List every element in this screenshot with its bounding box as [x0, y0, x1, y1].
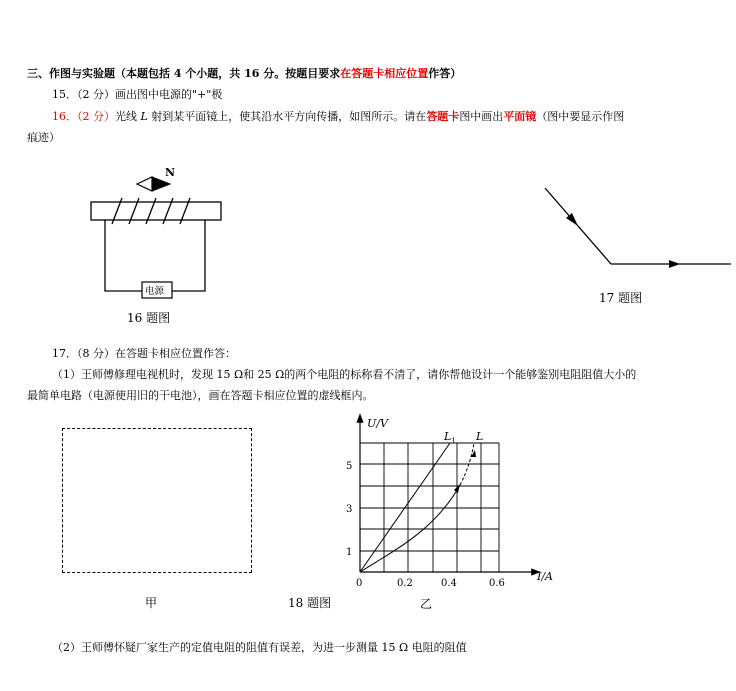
- curve-l-label: L: [476, 430, 484, 443]
- figure-18-caption-left: 甲: [145, 596, 158, 610]
- reflected-ray-arrow-icon: [669, 260, 680, 268]
- y-axis-label: U/V: [367, 417, 388, 430]
- question-17: [52, 347, 236, 361]
- q16-highlight-b: 平面镜: [503, 110, 537, 123]
- y-tick-label: 5: [346, 461, 353, 472]
- figure-16-caption: 16 题图: [127, 311, 171, 325]
- section-heading: [27, 67, 461, 81]
- curve-l1: [360, 443, 450, 572]
- figure-18-graph: [340, 410, 570, 610]
- q15-points: （2 分）: [77, 88, 115, 101]
- q17-part1-line2: 最简单电路（电源使用旧的干电池），画在答题卡相应位置的虚线框内。: [27, 389, 374, 402]
- q17-part2: （2）王师傅怀疑厂家生产的定值电阻的阻值有误差，为进一步测量 15 Ω 电阻的阻值: [52, 641, 467, 654]
- q16-text-a: 光线: [115, 110, 141, 123]
- q16-number: 16．: [52, 110, 77, 123]
- light-ray: [545, 188, 731, 264]
- question-15: [52, 88, 222, 102]
- figure-16: [80, 160, 280, 325]
- question-16: [52, 110, 624, 124]
- curve-l1-subscript: 1: [451, 437, 456, 445]
- section-heading-end: 作答）: [428, 67, 462, 80]
- section-heading-text: 三、作图与实验题（本题包括 4 个小题，共 16 分。按题目要求: [27, 67, 341, 80]
- x-tick-label: 0.2: [397, 578, 413, 589]
- figure-18-caption-right: 乙: [420, 597, 433, 611]
- compass-needle-icon: [137, 177, 170, 191]
- q17-points: （8 分）: [77, 347, 115, 360]
- curve-l-top-arrow-icon: [471, 450, 476, 457]
- y-tick-label: 3: [346, 504, 353, 515]
- figure-17: [535, 180, 735, 310]
- answer-dashed-box: [62, 428, 252, 573]
- q17-part1-line1: （1）王师傅修理电视机时，发现 15 Ω和 25 Ω的两个电阻的标称看不清了，请你帮他设计一个能够鉴别电阻阻值大小的: [52, 368, 637, 381]
- q16-text-b: 射到某平面镜上，使其沿水平方向传播，如图所示。请在: [147, 110, 427, 123]
- figure-17-caption: 17 题图: [599, 291, 643, 305]
- q17-text: 在答题卡相应位置作答：: [115, 347, 236, 360]
- x-tick-label: 0: [356, 578, 363, 589]
- q16-text-d: （图中要显示作图: [536, 110, 625, 123]
- curve-l1-letter: L: [444, 430, 452, 443]
- circuit-wires: [105, 220, 205, 291]
- power-source-label: 电源: [145, 286, 165, 297]
- x-axis-label: I/A: [537, 570, 553, 583]
- section-heading-highlight: 在答题卡相应位置: [340, 67, 429, 80]
- q16-highlight-a: 答题卡: [426, 110, 460, 123]
- compass-label: N: [165, 166, 176, 179]
- q15-number: 15．: [52, 88, 77, 101]
- q16-var: L: [140, 110, 148, 123]
- q16-text-c: 图中画出: [459, 110, 504, 123]
- q15-text: 画出图中电源的"+"极: [115, 88, 223, 101]
- figure-18-caption-center: 18 题图: [288, 596, 332, 610]
- curve-l1-label: [443, 430, 456, 445]
- q16-text-continued: 痕迹）: [27, 131, 60, 144]
- graph-grid: [360, 443, 499, 572]
- solenoid-core: [91, 202, 221, 220]
- curve-l: [360, 485, 460, 572]
- q16-points: （2 分）: [77, 110, 115, 123]
- y-tick-label: 1: [346, 547, 353, 558]
- x-tick-label: 0.6: [489, 578, 505, 589]
- q17-number: 17．: [52, 347, 77, 360]
- x-tick-label: 0.4: [441, 578, 457, 589]
